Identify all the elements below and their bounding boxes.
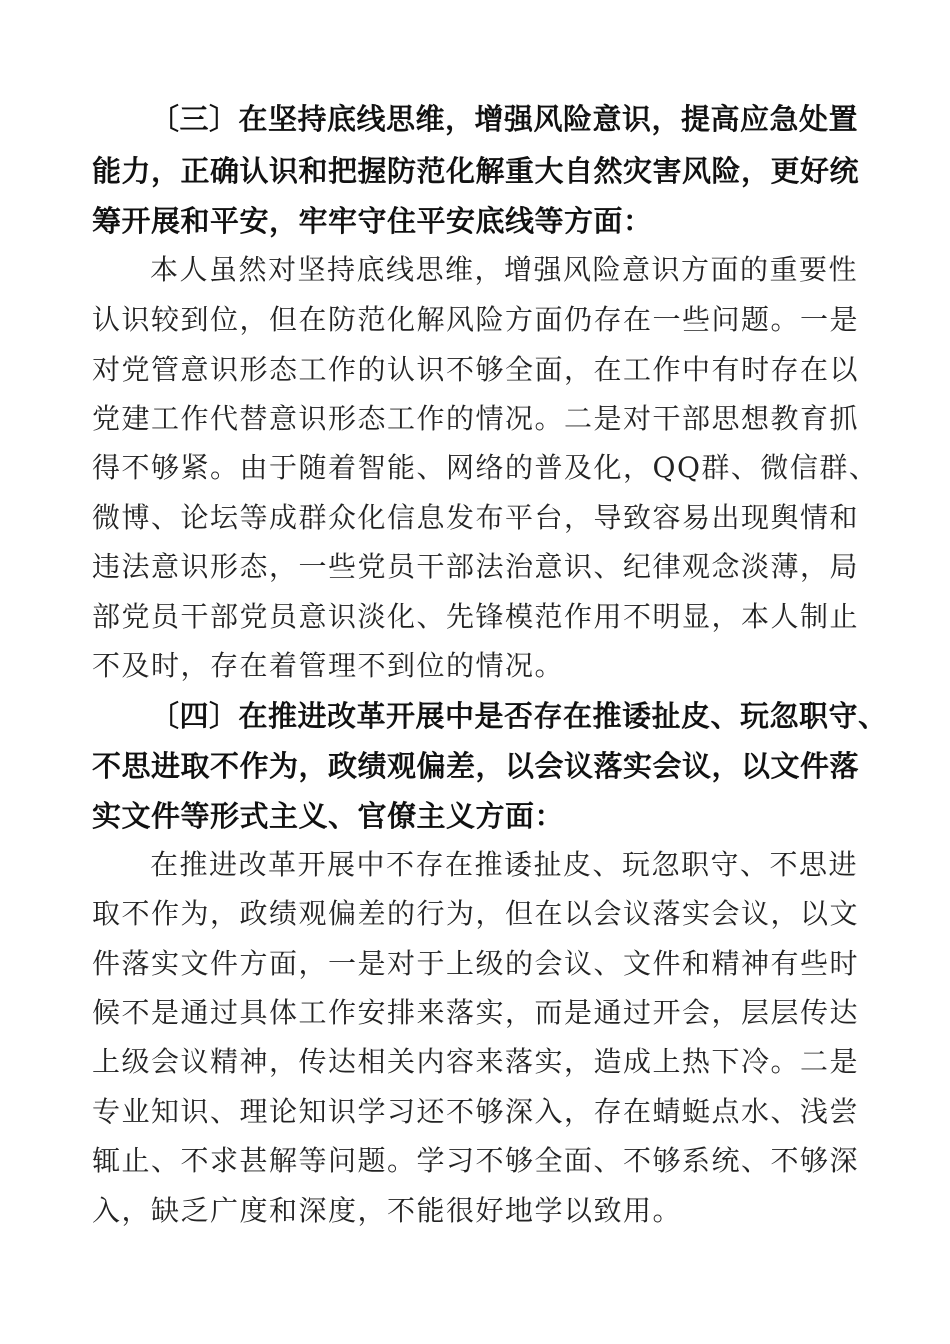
section4-body-line-5: 上级会议精神，传达相关内容来落实，造成上热下冷。二是 — [92, 1045, 860, 1078]
section4-heading-line-2: 不思进取不作为，政绩观偏差，以会议落实会议，以文件落 — [92, 749, 860, 783]
section3-body-line-3: 对党管意识形态工作的认识不够全面，在工作中有时存在以 — [92, 353, 860, 386]
section3-heading-line-2: 能力，正确认识和把握防范化解重大自然灾害风险，更好统 — [92, 154, 860, 188]
section4-body-line-1: 在推进改革开展中不存在推诿扯皮、玩忽职守、不思进 — [150, 848, 859, 881]
section3-body-line-9: 不及时，存在着管理不到位的情况。 — [92, 649, 565, 682]
section3-body-line-6: 微博、论坛等成群众化信息发布平台，导致容易出现舆情和 — [92, 501, 860, 534]
section3-body-line-7: 违法意识形态，一些党员干部法治意识、纪律观念淡薄，局 — [92, 550, 860, 583]
section4-body-line-4: 候不是通过具体工作安排来落实，而是通过开会，层层传达 — [92, 996, 860, 1029]
section3-body-line-1: 本人虽然对坚持底线思维，增强风险意识方面的重要性 — [150, 253, 859, 286]
section3-body-line-2: 认识较到位，但在防范化解风险方面仍存在一些问题。一是 — [92, 303, 860, 336]
section3-body-line-5: 得不够紧。由于随着智能、网络的普及化，QQ群、微信群、 — [92, 451, 879, 484]
section4-heading-line-3: 实文件等形式主义、官僚主义方面： — [92, 799, 565, 833]
section4-body-line-7: 辄止、不求甚解等问题。学习不够全面、不够系统、不够深 — [92, 1144, 860, 1177]
section4-body-line-2: 取不作为，政绩观偏差的行为，但在以会议落实会议，以文 — [92, 897, 860, 930]
section4-heading-line-1: 〔四〕在推进改革开展中是否存在推诿扯皮、玩忽职守、 — [150, 699, 888, 733]
section4-body-line-8: 入，缺乏广度和深度，不能很好地学以致用。 — [92, 1194, 683, 1227]
section3-heading-line-3: 筹开展和平安，牢牢守住平安底线等方面： — [92, 204, 653, 238]
section4-body-line-3: 件落实文件方面，一是对于上级的会议、文件和精神有些时 — [92, 947, 860, 980]
section4-body-line-6: 专业知识、理论知识学习还不够深入，存在蜻蜓点水、浅尝 — [92, 1095, 860, 1128]
section3-body-line-8: 部党员干部党员意识淡化、先锋模范作用不明显，本人制止 — [92, 600, 860, 633]
section3-body-line-4: 党建工作代替意识形态工作的情况。二是对干部思想教育抓 — [92, 402, 860, 435]
section3-heading-line-1: 〔三〕在坚持底线思维，增强风险意识，提高应急处置 — [150, 102, 859, 136]
